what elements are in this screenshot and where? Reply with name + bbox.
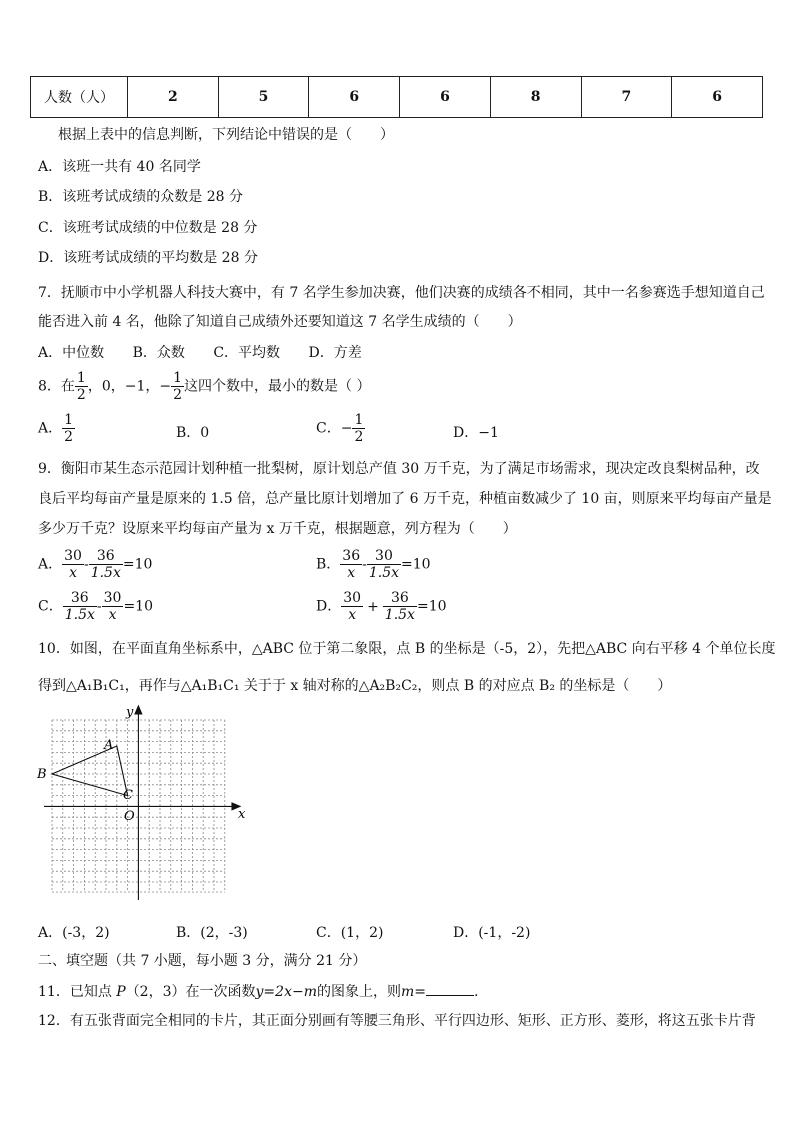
q9-option-d: D． $\frac{30}{x}$ + $\frac{36}{1.5x}$ =10 — [316, 590, 447, 623]
section-2-heading: 二、填空题（共 7 小题，每小题 3 分，满分 21 分） — [38, 953, 367, 969]
q10-option-b: B．(2，-3) — [176, 925, 248, 941]
q6-option-c: C．该班考试成绩的中位数是 28 分 — [38, 220, 258, 236]
q10-option-a: A．(-3，2) — [38, 925, 110, 941]
q7-option-d: D．方差 — [308, 345, 362, 361]
q7-option-b: B．众数 — [132, 345, 185, 361]
score-count-table — [30, 76, 763, 118]
q6-option-b: B．该班考试成绩的众数是 28 分 — [38, 189, 244, 205]
q9-option-c: C． $\frac{36}{1.5x}$ - $\frac{30}{x}$ =10 — [38, 590, 153, 623]
q8-option-c: C．− $\frac{1}{2}$ — [316, 412, 364, 445]
q8-option-b: B．0 — [176, 425, 210, 441]
q9-option-a: A． $\frac{30}{x}$ - $\frac{36}{1.5x}$ =10 — [38, 548, 153, 581]
table-cell: 6 — [309, 77, 400, 118]
q9-stem-line3: 多少万千克？设原来平均每亩产量为 x 万千克，根据题意，列方程为（ ） — [38, 521, 517, 537]
origin-label: O — [124, 809, 135, 824]
fraction-half: $\frac{1}{2}$ — [76, 370, 86, 403]
q9-stem-line1: 9．衡阳市某生态示范园计划种植一批梨树，原计划总产值 30 万千克，为了满足市场需求，现决定改良梨树品种，改 — [38, 461, 760, 477]
q10-option-c: C．(1，2) — [316, 925, 384, 941]
point-b-label: B — [37, 767, 47, 782]
x-axis-label: x — [238, 807, 246, 822]
table-header-cell: 人数（人） — [31, 77, 128, 118]
q8-option-a: A． $\frac{1}{2}$ — [38, 412, 74, 445]
q8-option-d: D．−1 — [453, 425, 499, 441]
q7-option-c: C．平均数 — [213, 345, 281, 361]
q9-option-b: B． $\frac{36}{x}$ - $\frac{30}{1.5x}$ =10 — [316, 548, 431, 581]
q9-stem-line2: 良后平均每亩产量是原来的 1.5 倍，总产量比原计划增加了 6 万千克，种植亩数减少了 10 亩，则原来平均每亩产量是 — [38, 491, 772, 507]
point-c-label: C — [123, 788, 133, 803]
q12-stem: 12．有五张背面完全相同的卡片，其正面分别画有等腰三角形、平行四边形、矩形、正方形、菱形，将这五张卡片背 — [38, 1013, 756, 1029]
table-cell: 2 — [128, 77, 219, 118]
q10-stem-line1: 10．如图，在平面直角坐标系中，△ABC 位于第二象限，点 B 的坐标是（-5，2），先把△ABC 向右平移 4 个单位长度 — [38, 641, 776, 657]
triangle-abc — [52, 746, 128, 796]
table-cell: 5 — [218, 77, 309, 118]
point-a-label: A — [104, 738, 114, 753]
q11-answer-blank — [426, 981, 474, 996]
table-cell: 7 — [581, 77, 672, 118]
q6-option-a: A．该班一共有 40 名同学 — [38, 159, 201, 175]
table-row — [31, 77, 763, 118]
q8-stem: 8．在 $\frac{1}{2}$ ，0，−1，− $\frac{1}{2}$ 这四个数中，最小的数是（ ） — [38, 370, 371, 403]
q7-stem-line1: 7．抚顺市中小学机器人科技大赛中，有 7 名学生参加决赛，他们决赛的成绩各不相同，其中一名参赛选手想知道自己 — [38, 285, 765, 301]
table-cell: 6 — [400, 77, 491, 118]
table-cell: 8 — [490, 77, 581, 118]
y-axis-arrow-icon — [135, 706, 142, 714]
q7-options — [38, 344, 362, 362]
q11-stem: 11．已知点 P（2，3）在一次函数y=2x−m的图象上，则m= . — [38, 981, 478, 1001]
q6-stem: 根据上表中的信息判断，下列结论中错误的是（ ） — [58, 127, 394, 143]
q10-stem-line2: 得到△A₁B₁C₁，再作与△A₁B₁C₁ 关于于 x 轴对称的△A₂B₂C₂，则点 B 的对应点 B₂ 的坐标是（ ） — [38, 678, 672, 694]
q7-option-a: A．中位数 — [38, 345, 105, 361]
y-axis-label: y — [126, 705, 134, 720]
fraction-half: $\frac{1}{2}$ — [173, 370, 183, 403]
q7-stem-line2: 能否进入前 4 名，他除了知道自己成绩外还要知道这 7 名学生成绩的（ ） — [38, 314, 522, 330]
q10-option-d: D．(-1，-2) — [453, 925, 531, 941]
table-cell: 6 — [672, 77, 763, 118]
q6-option-d: D．该班考试成绩的平均数是 28 分 — [38, 250, 258, 266]
coordinate-grid-figure — [32, 702, 252, 912]
